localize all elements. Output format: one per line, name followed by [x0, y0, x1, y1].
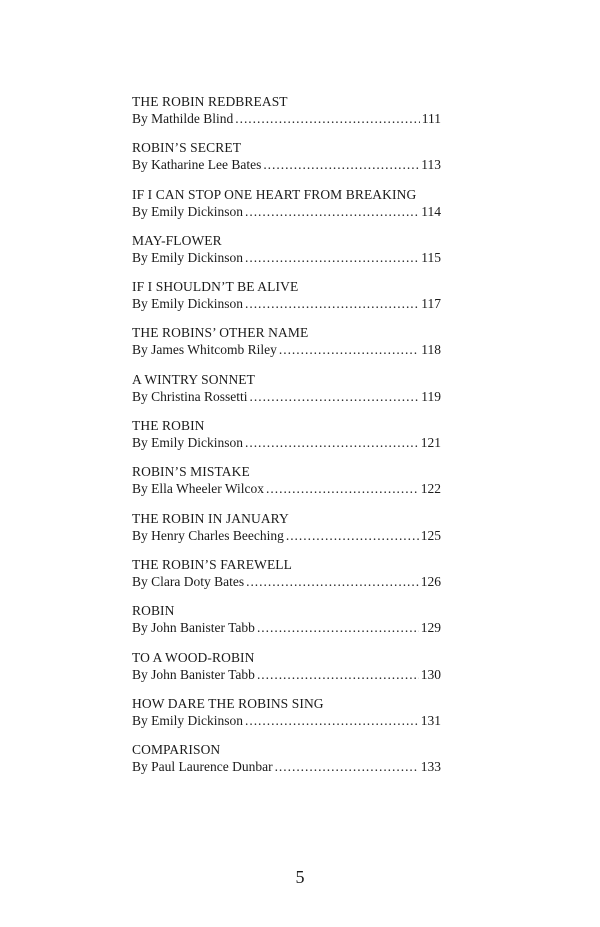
toc-line [132, 156, 441, 173]
poem-author: By Clara Doty Bates [132, 573, 245, 589]
dot-leader [263, 156, 419, 173]
poem-author: By John Banister Tabb [132, 620, 255, 636]
toc-line [132, 758, 441, 775]
page-ref: 118 [421, 342, 441, 358]
toc-entry[interactable] [132, 232, 441, 278]
poem-title: THE ROBIN’S FAREWELL [132, 556, 292, 572]
toc-line [132, 527, 441, 544]
toc-entry[interactable] [132, 463, 441, 509]
page-ref: 133 [420, 759, 441, 775]
toc-entry[interactable] [132, 93, 441, 139]
toc-line [132, 712, 441, 729]
page-ref: 122 [420, 481, 441, 497]
dot-leader [245, 434, 419, 451]
poem-title: THE ROBIN IN JANUARY [132, 510, 289, 526]
poem-title: ROBIN [132, 603, 175, 619]
page-ref: 114 [421, 203, 441, 219]
toc-entry[interactable] [132, 510, 441, 556]
toc-entry[interactable] [132, 278, 441, 324]
poem-title: THE ROBIN REDBREAST [132, 94, 288, 109]
dot-leader [245, 712, 419, 729]
page-ref: 119 [421, 388, 441, 404]
toc-entry[interactable] [132, 139, 441, 185]
poem-title: ROBIN’S MISTAKE [132, 464, 250, 480]
poem-author: By Paul Laurence Dunbar [132, 759, 273, 775]
poem-author: By Emily Dickinson [132, 435, 243, 451]
toc-line [132, 434, 441, 451]
toc-line [132, 341, 441, 358]
toc-entry[interactable] [132, 741, 441, 787]
poem-title: IF I SHOULDN’T BE ALIVE [132, 279, 299, 295]
toc-line [132, 388, 441, 405]
dot-leader [286, 527, 419, 544]
poem-author: By Emily Dickinson [132, 296, 243, 312]
poem-title: HOW DARE THE ROBINS SING [132, 695, 324, 711]
poem-author: By Mathilde Blind [132, 111, 234, 126]
dot-leader [245, 203, 419, 220]
dot-leader [257, 619, 419, 636]
poem-title: THE ROBIN [132, 418, 205, 434]
poem-title: MAY-FLOWER [132, 232, 222, 248]
dot-leader [246, 573, 419, 590]
page-ref: 131 [420, 712, 441, 728]
toc-entry[interactable] [132, 602, 441, 648]
toc-line [132, 249, 441, 266]
toc-line [132, 110, 441, 127]
dot-leader [279, 341, 419, 358]
page-number: 5 [295, 867, 305, 887]
poem-title: IF I CAN STOP ONE HEART FROM BREAKING [132, 186, 417, 202]
toc-entry[interactable] [132, 186, 441, 232]
dot-leader [275, 758, 419, 775]
page-ref: 125 [420, 527, 441, 543]
dot-leader [266, 480, 419, 497]
poem-title: A WINTRY SONNET [132, 371, 255, 387]
toc-entry[interactable] [132, 324, 441, 370]
toc-entry[interactable] [132, 695, 441, 741]
toc-line [132, 666, 441, 683]
table-of-contents [132, 93, 441, 787]
dot-leader [245, 295, 419, 312]
page-ref: 117 [421, 296, 441, 312]
toc-entry[interactable] [132, 556, 441, 602]
dot-leader [257, 666, 419, 683]
poem-author: By Emily Dickinson [132, 203, 243, 219]
toc-line [132, 619, 441, 636]
toc-entry[interactable] [132, 649, 441, 695]
dot-leader [250, 388, 420, 405]
poem-author: By Emily Dickinson [132, 712, 243, 728]
poem-author: By John Banister Tabb [132, 666, 255, 682]
page-ref: 126 [420, 573, 441, 589]
toc-line [132, 573, 441, 590]
toc-entry[interactable] [132, 417, 441, 463]
poem-title: COMPARISON [132, 742, 221, 758]
toc-entry[interactable] [132, 371, 441, 417]
poem-author: By James Whitcomb Riley [132, 342, 277, 358]
poem-author: By Henry Charles Beeching [132, 527, 284, 543]
poem-author: By Emily Dickinson [132, 249, 243, 265]
poem-author: By Ella Wheeler Wilcox [132, 481, 265, 497]
dot-leader [235, 110, 420, 127]
poem-author: By Christina Rossetti [132, 388, 248, 404]
poem-title: TO A WOOD-ROBIN [132, 649, 255, 665]
poem-author: By Katharine Lee Bates [132, 157, 262, 173]
poem-title: THE ROBINS’ OTHER NAME [132, 325, 309, 341]
toc-line [132, 295, 441, 312]
dot-leader [245, 249, 419, 266]
toc-line [132, 480, 441, 497]
page-ref: 115 [421, 249, 441, 265]
page-ref: 129 [420, 620, 441, 636]
page-ref: 130 [420, 666, 441, 682]
page-ref: 113 [421, 157, 441, 173]
page-ref: 111 [421, 111, 441, 126]
poem-title: ROBIN’S SECRET [132, 140, 242, 156]
page-ref: 121 [420, 435, 441, 451]
toc-line [132, 203, 441, 220]
